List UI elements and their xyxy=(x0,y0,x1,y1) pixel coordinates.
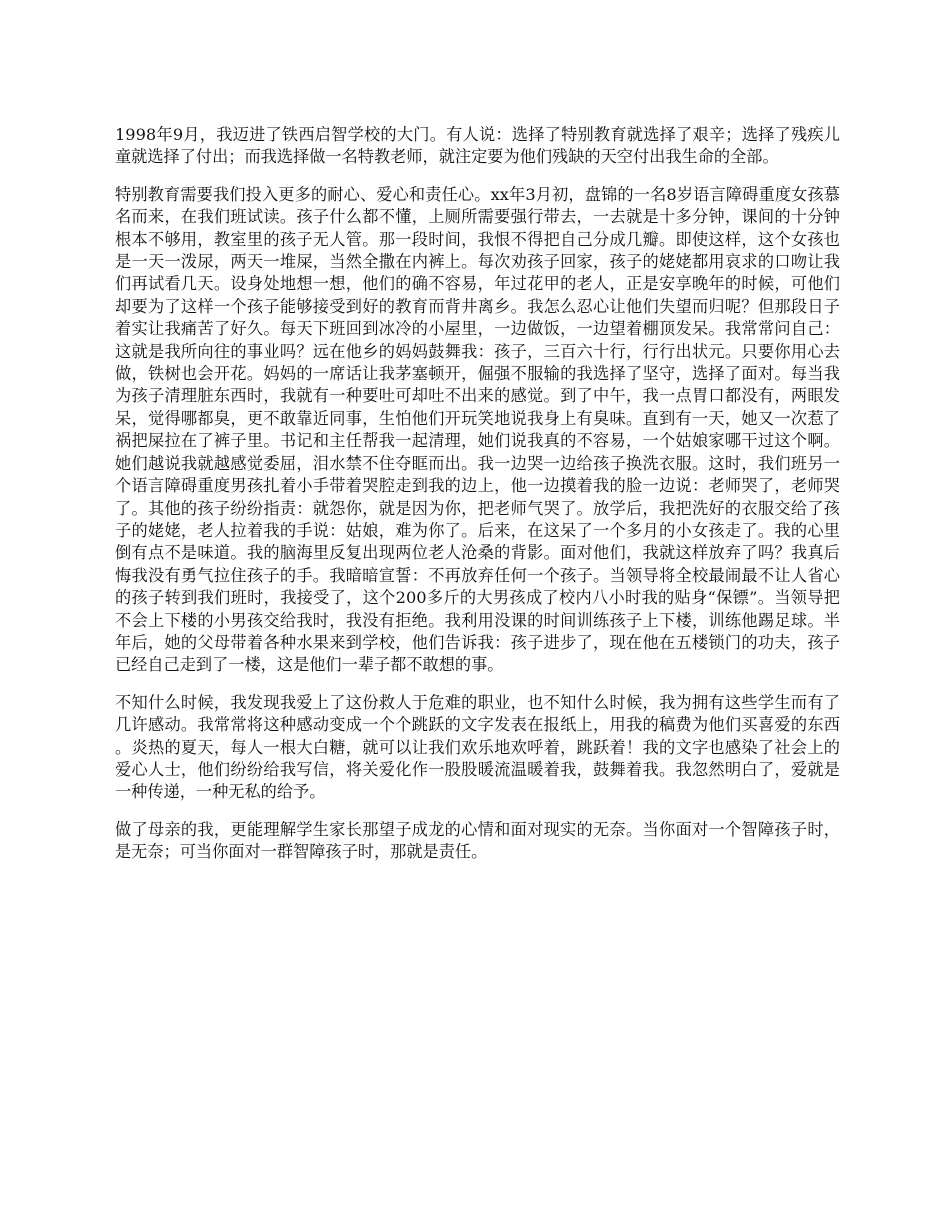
paragraph-4: 做了母亲的我，更能理解学生家长那望子成龙的心情和面对现实的无奈。当你面对一个智障孩子时，是无奈；可当你面对一群智障孩子时，那就是责任。 xyxy=(115,819,840,862)
paragraph-3: 不知什么时候，我发现我爱上了这份救人于危难的职业，也不知什么时候，我为拥有这些学生而有了几许感动。我常常将这种感动变成一个个跳跃的文字发表在报纸上，用我的稿费为他们买喜爱的东西。炎热的夏天，每人一根大白糖，就可以让我们欢乐地欢呼着，跳跃着！我的文字也感染了社会上的爱心人士，他们纷纷给我写信，将关爱化作一股股暖流温暖着我，鼓舞着我。我忽然明白了，爱就是一种传递，一种无私的给予。 xyxy=(115,692,840,802)
paragraph-1: 1998年9月，我迈进了铁西启智学校的大门。有人说：选择了特别教育就选择了艰辛；选择了残疾儿童就选择了付出；而我选择做一名特教老师，就注定要为他们残缺的天空付出我生命的全部。 xyxy=(115,125,840,167)
paragraph-2: 特别教育需要我们投入更多的耐心、爱心和责任心。xx年3月初，盘锦的一名8岁语言障碍重度女孩慕名而来，在我们班试读。孩子什么都不懂，上厕所需要强行带去，一去就是十多分钟，课间的十分钟根本不够用，教室里的孩子无人管。那一段时间，我恨不得把自己分成几瓣。即使这样，这个女孩也是一天一泼尿，两天一堆屎，当然全撒在内裤上。每次劝孩子回家，孩子的姥姥都用哀求的口吻让我们再试看几天。设身处地想一想，他们的确不容易，年过花甲的老人，正是安享晚年的时候，可他们却要为了这样一个孩子能够接受到好的教育而背井离乡。我怎么忍心让他们失望而归呢？但那段日子着实让我痛苦了好久。每天下班回到冰冷的小屋里，一边做饭，一边望着棚顶发呆。我常常问自己：这就是我所向往的事业吗？远在他乡的妈妈鼓舞我：孩子，三百六十行，行行出状元。只要你用心去做，铁树也会开花。妈妈的一席话让我茅塞顿开，倔强不服输的我选择了坚守，选择了面对。每当我为孩子清理脏东西时，我就有一种要吐可却吐不出来的感觉。到了中午，我一点胃口都没有，两眼发呆，觉得哪都臭，更不敢靠近同事，生怕他们开玩笑地说我身上有臭味。直到有一天，她又一次惹了祸把屎拉在了裤子里。书记和主任帮我一起清理，她们说我真的不容易，一个姑娘家哪干过这个啊。她们越说我就越感觉委屈，泪水禁不住夺眶而出。我一边哭一边给孩子换洗衣服。这时，我们班另一个语言障碍重度男孩扎着小手带着哭腔走到我的边上，他一边摸着我的脸一边说：老师哭了，老师哭了。其他的孩子纷纷指责：就怨你，就是因为你，把老师气哭了。放学后，我把洗好的衣服交给了孩子的姥姥，老人拉着我的手说：姑娘，难为你了。后来，在这呆了一个多月的小女孩走了。我的心里倒有点不是味道。我的脑海里反复出现两位老人沧桑的背影。面对他们，我就这样放弃了吗？我真后悔我没有勇气拉住孩子的手。我暗暗宣誓：不再放弃任何一个孩子。当领导将全校最闹最不让人省心的孩子转到我们班时，我接受了，这个200多斤的大男孩成了校内八小时我的贴身“保镖”。当领导把不会上下楼的小男孩交给我时，我没有拒绝。我利用没课的时间训练孩子上下楼，训练他踢足球。半年后，她的父母带着各种水果来到学校，他们告诉我：孩子进步了，现在他在五楼锁门的功夫，孩子已经自己走到了一楼，这是他们一辈子都不敢想的事。 xyxy=(115,184,840,675)
document-body xyxy=(115,124,840,879)
